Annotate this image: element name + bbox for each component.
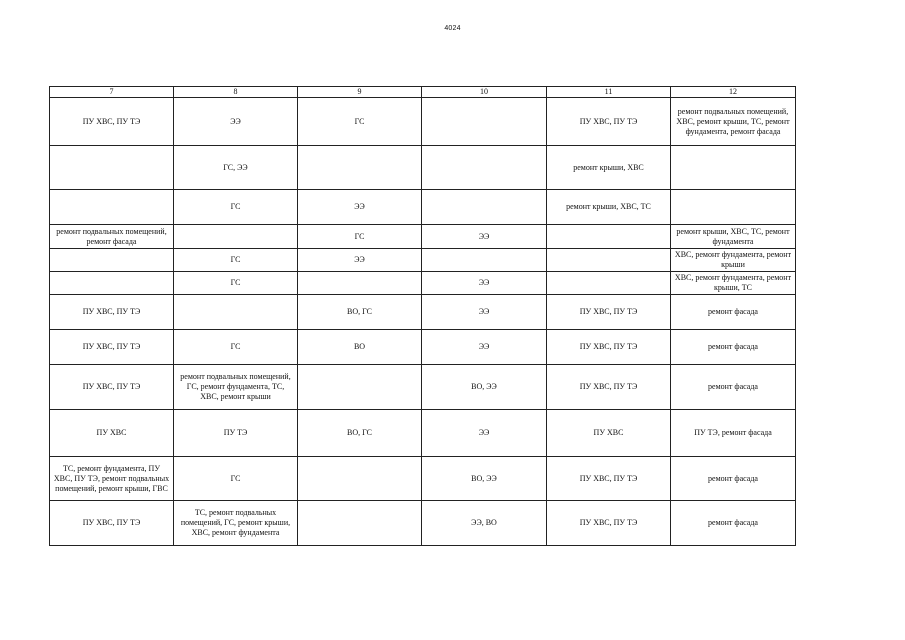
- table-cell: ЭЭ: [298, 249, 422, 272]
- table-cell: ПУ ХВС, ПУ ТЭ: [50, 501, 174, 546]
- table-row: [50, 190, 796, 225]
- table-cell: ПУ ХВС, ПУ ТЭ: [547, 330, 671, 365]
- table-cell: [547, 272, 671, 295]
- header-cell: 12: [671, 87, 796, 98]
- table-cell: [422, 146, 547, 190]
- table-cell: ПУ ХВС, ПУ ТЭ: [547, 457, 671, 501]
- table-cell: ГС: [174, 249, 298, 272]
- table-cell: ТС, ремонт подвальных помещений, ГС, ремонт крыши, ХВС, ремонт фундамента: [174, 501, 298, 546]
- header-cell: 10: [422, 87, 547, 98]
- table-cell: [547, 249, 671, 272]
- table-row: [50, 225, 796, 249]
- table-cell: [50, 146, 174, 190]
- table-header-row: [50, 87, 796, 98]
- table-row: [50, 410, 796, 457]
- table-cell: [174, 225, 298, 249]
- table-row: [50, 295, 796, 330]
- table-cell: ГС: [174, 457, 298, 501]
- table-cell: ПУ ХВС, ПУ ТЭ: [50, 295, 174, 330]
- table-cell: ПУ ХВС, ПУ ТЭ: [547, 295, 671, 330]
- table-cell: [422, 98, 547, 146]
- header-cell: 9: [298, 87, 422, 98]
- table-cell: ремонт фасада: [671, 457, 796, 501]
- table-cell: ПУ ХВС, ПУ ТЭ: [547, 365, 671, 410]
- table-cell: ХВС, ремонт фундамента, ремонт крыши, ТС: [671, 272, 796, 295]
- table-cell: ремонт крыши, ХВС: [547, 146, 671, 190]
- table-cell: ЭЭ, ВО: [422, 501, 547, 546]
- table-cell: ГС: [174, 190, 298, 225]
- table-cell: [298, 457, 422, 501]
- table-cell: ПУ ХВС: [547, 410, 671, 457]
- table-cell: ремонт фасада: [671, 365, 796, 410]
- table-row: [50, 272, 796, 295]
- table-cell: [298, 501, 422, 546]
- table-row: [50, 146, 796, 190]
- table-cell: ГС: [298, 98, 422, 146]
- table-cell: ВО, ЭЭ: [422, 457, 547, 501]
- table-cell: ЭЭ: [174, 98, 298, 146]
- table-cell: ПУ ХВС, ПУ ТЭ: [50, 330, 174, 365]
- header-cell: 7: [50, 87, 174, 98]
- table-cell: ремонт крыши, ХВС, ТС: [547, 190, 671, 225]
- table-row: [50, 330, 796, 365]
- table-cell: ЭЭ: [422, 330, 547, 365]
- table-row: [50, 365, 796, 410]
- table-cell: [422, 190, 547, 225]
- table-cell: ПУ ХВС, ПУ ТЭ: [547, 98, 671, 146]
- table-cell: [50, 272, 174, 295]
- table-cell: [174, 295, 298, 330]
- page-number: 4024: [444, 25, 461, 32]
- table-cell: ТС, ремонт фундамента, ПУ ХВС, ПУ ТЭ, ремонт подвальных помещений, ремонт крыши, ГВС: [50, 457, 174, 501]
- table-cell: ремонт подвальных помещений, ремонт фасада: [50, 225, 174, 249]
- table-cell: ГС, ЭЭ: [174, 146, 298, 190]
- table-cell: ремонт крыши, ХВС, ТС, ремонт фундамента: [671, 225, 796, 249]
- table-cell: ВО, ГС: [298, 410, 422, 457]
- table-cell: [671, 190, 796, 225]
- table-cell: [50, 190, 174, 225]
- table-cell: [298, 272, 422, 295]
- table-cell: ремонт фасада: [671, 501, 796, 546]
- table-row: [50, 501, 796, 546]
- table-cell: ремонт подвальных помещений, ГС, ремонт фундамента, ТС, ХВС, ремонт крыши: [174, 365, 298, 410]
- table-cell: [547, 225, 671, 249]
- table-cell: ЭЭ: [422, 410, 547, 457]
- table-cell: [50, 249, 174, 272]
- table-cell: [298, 365, 422, 410]
- header-cell: 8: [174, 87, 298, 98]
- table-cell: ВО, ЭЭ: [422, 365, 547, 410]
- table-cell: ПУ ТЭ, ремонт фасада: [671, 410, 796, 457]
- table-row: [50, 98, 796, 146]
- table-cell: ПУ ХВС, ПУ ТЭ: [50, 365, 174, 410]
- table-row: [50, 249, 796, 272]
- table-cell: ремонт подвальных помещений, ХВС, ремонт крыши, ТС, ремонт фундамента, ремонт фасада: [671, 98, 796, 146]
- table-cell: [422, 249, 547, 272]
- table-cell: ВО: [298, 330, 422, 365]
- table-cell: ВО, ГС: [298, 295, 422, 330]
- table-cell: ГС: [174, 330, 298, 365]
- works-table: [49, 86, 796, 546]
- table-cell: [671, 146, 796, 190]
- table-cell: [298, 146, 422, 190]
- table-cell: ЭЭ: [422, 225, 547, 249]
- table-cell: ГС: [298, 225, 422, 249]
- table-cell: ЭЭ: [422, 295, 547, 330]
- header-cell: 11: [547, 87, 671, 98]
- table-cell: ЭЭ: [298, 190, 422, 225]
- table-cell: ПУ ХВС, ПУ ТЭ: [547, 501, 671, 546]
- table-cell: ПУ ХВС, ПУ ТЭ: [50, 98, 174, 146]
- table-cell: ЭЭ: [422, 272, 547, 295]
- table-cell: ремонт фасада: [671, 295, 796, 330]
- table-cell: ремонт фасада: [671, 330, 796, 365]
- table-cell: ХВС, ремонт фундамента, ремонт крыши: [671, 249, 796, 272]
- table-row: [50, 457, 796, 501]
- table-cell: ПУ ХВС: [50, 410, 174, 457]
- table-cell: ПУ ТЭ: [174, 410, 298, 457]
- table-cell: ГС: [174, 272, 298, 295]
